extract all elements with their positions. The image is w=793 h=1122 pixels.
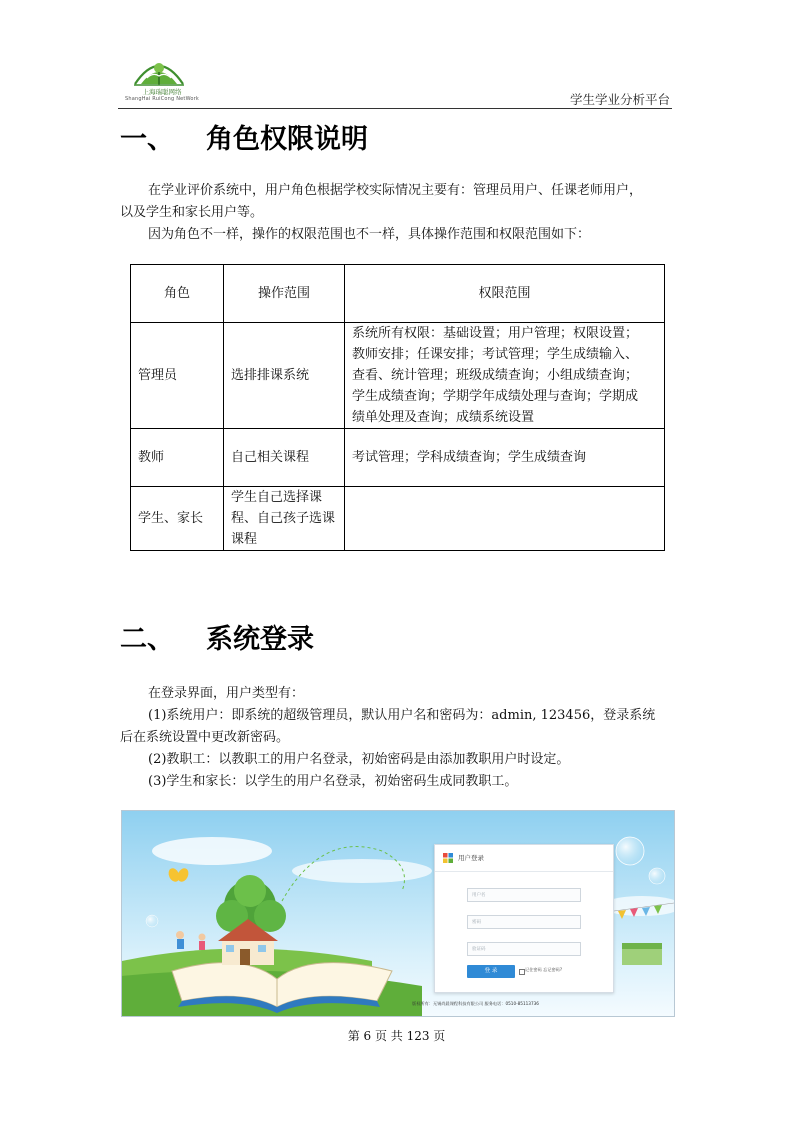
section2-number: 二、 [120,624,174,655]
login-page-screenshot [121,810,675,1017]
permission-line: 系统所有权限：基础设置；用户管理；权限设置； [352,326,639,341]
role-cell: 学生、家长 [131,487,224,551]
login-panel [434,844,614,993]
platform-title: 学生学业分析平台 [569,92,670,107]
login-button[interactable]: 登 录 [467,965,515,978]
scope-line: 课程 [231,532,258,547]
page-footer: 第 6 页 共 123 页 [347,1029,446,1043]
logo-emblem-icon [131,54,187,88]
username-input[interactable]: 用户名 [467,888,581,902]
permission-line: 学生成绩查询；学期学年成绩处理与查询；学期成 [352,389,639,404]
permission-cell [345,429,665,487]
logo-english-name: ShangHai RuiCong NetWork [124,96,200,102]
scope-cell [224,323,345,429]
permission-table [130,264,665,551]
section2-item2: (2)教职工：以教职工的用户名登录，初始密码是由添加教职用户时设定。 [148,752,570,767]
windmill-logo-icon [443,853,453,863]
section2-item1-line2: 后在系统设置中更改新密码。 [120,730,290,745]
scope-line: 程、自己孩子选课 [231,511,336,526]
section2-item3: (3)学生和家长：以学生的用户名登录，初始密码生成同教职工。 [148,774,518,789]
logo-chinese-name: 上海瑞聪网络 [142,88,182,96]
login-panel-header [435,845,613,872]
table-row [131,429,665,487]
section1-para2: 因为角色不一样，操作的权限范围也不一样，具体操作范围和权限范围如下： [148,227,591,242]
section2-title: 系统登录 [206,624,314,655]
scope-cell [224,487,345,551]
permission-line: 绩单处理及查询；成绩系统设置 [352,410,535,425]
section1-title: 角色权限说明 [206,124,368,155]
password-input[interactable]: 密码 [467,915,581,929]
table-row [131,323,665,429]
company-logo [117,54,207,104]
permission-line: 查看、统计管理；班级成绩查询；小组成绩查询； [352,368,639,383]
section2-item1-line1: (1)系统用户：即系统的超级管理员，默认用户名和密码为：admin, 123456，登录系统 [148,708,656,723]
section1-number: 一、 [120,124,174,155]
scope-cell [224,429,345,487]
scope-line: 自己相关课程 [231,450,310,465]
permission-line: 教师安排；任课安排；考试管理；学生成绩输入、 [352,347,639,362]
captcha-input[interactable]: 验证码 [467,942,581,956]
scope-line: 选排排课系统 [231,368,310,383]
section2-intro: 在登录界面，用户类型有： [148,686,305,701]
permission-cell [345,487,665,551]
table-header-row [131,265,665,323]
login-copyright: 版权所有：无锡尚晨课程科技有限公司 服务电话：0510-85113736 [412,1001,539,1006]
scope-line: 学生自己选择课 [231,490,323,505]
table-header-cell: 操作范围 [224,265,345,323]
table-header-cell: 权限范围 [345,265,665,323]
role-cell: 教师 [131,429,224,487]
header-divider [118,108,672,109]
permission-line: 考试管理；学科成绩查询；学生成绩查询 [352,450,587,465]
table-row [131,487,665,551]
section1-para1-line1: 在学业评价系统中，用户角色根据学校实际情况主要有：管理员用户、任课老师用户， [148,183,643,198]
remember-forgot-links[interactable]: 记住密码 忘记密码? [525,967,563,972]
login-panel-title: 用户登录 [458,854,484,862]
role-cell: 管理员 [131,323,224,429]
table-header-cell: 角色 [131,265,224,323]
section1-para1-line2: 以及学生和家长用户等。 [120,205,264,220]
permission-cell [345,323,665,429]
